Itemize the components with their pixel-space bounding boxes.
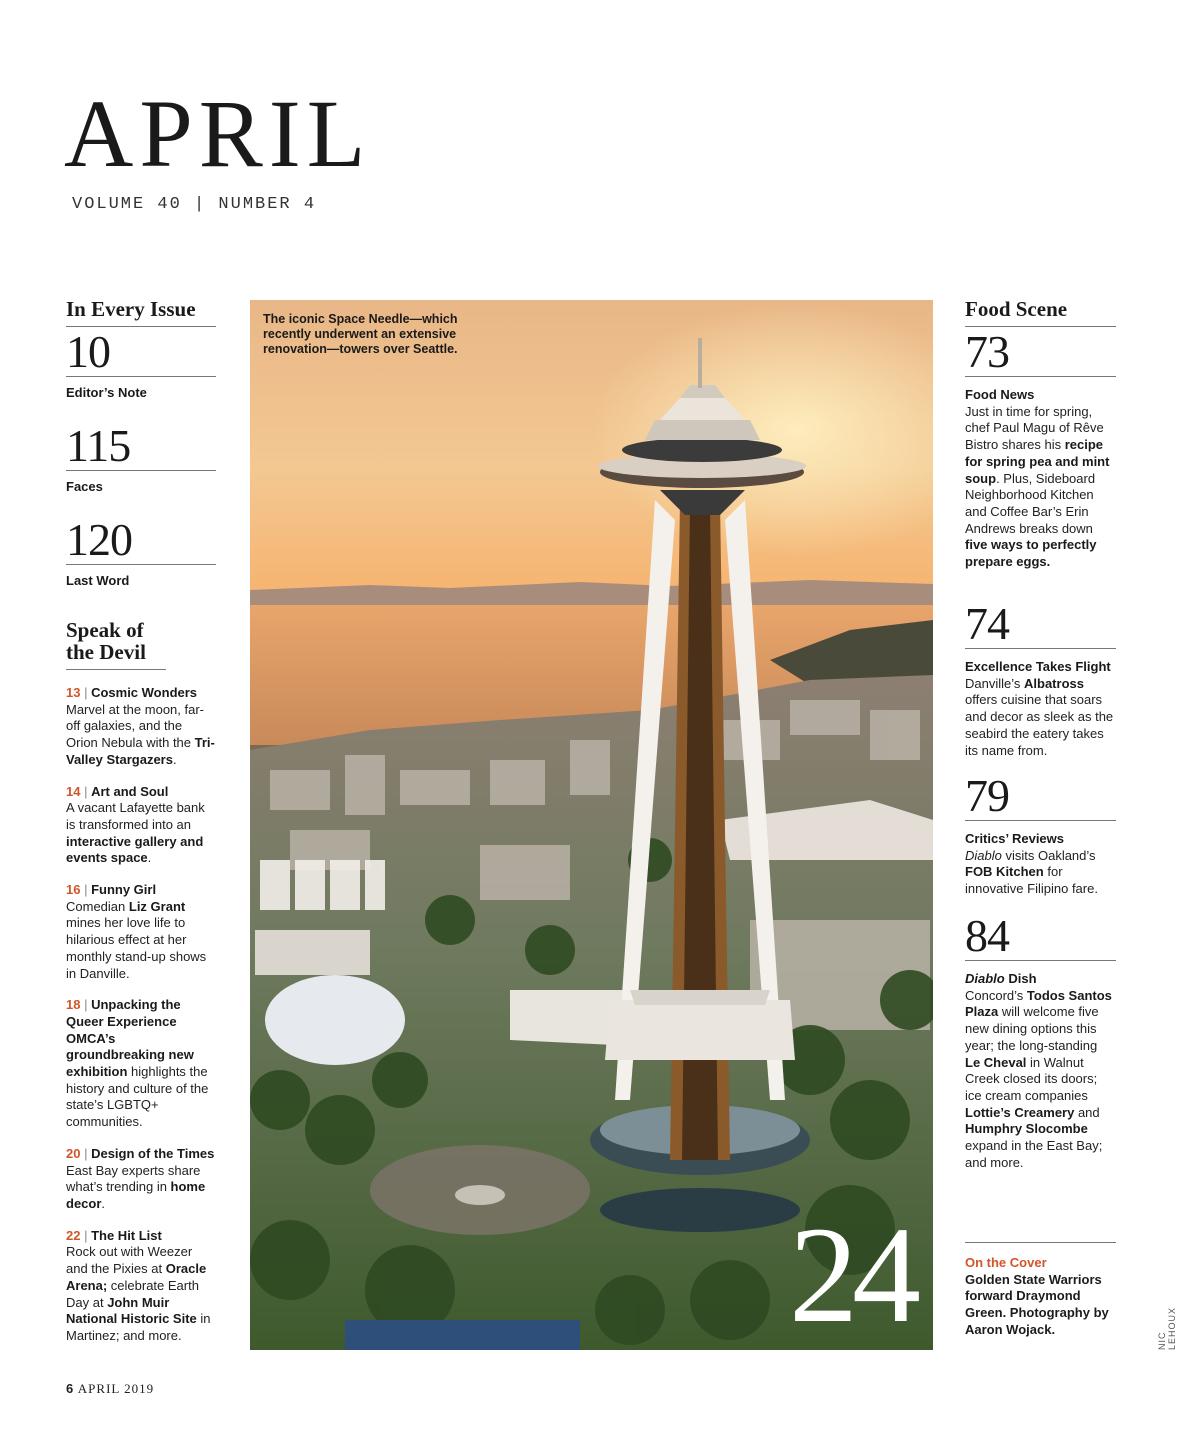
footer-issue: APRIL 2019 — [77, 1381, 155, 1396]
food-item-page: 79 — [965, 771, 1116, 821]
food-item-text: will welcome five new dining options this year; the long-standing — [965, 1004, 1099, 1053]
food-item-highlight: recipe for spring pea and mint soup — [965, 437, 1110, 486]
food-item-page: 73 — [965, 327, 1116, 377]
entry-tail: highlights the history and culture of the state’s LGBTQ+ communities. — [66, 1064, 209, 1130]
food-scene-title: Food Scene — [965, 298, 1116, 327]
cover-label: On the Cover — [965, 1255, 1047, 1270]
food-item-highlight: five ways to perfectly prepare eggs. — [965, 537, 1097, 570]
food-item[interactable] — [965, 599, 1116, 771]
food-item-page: 84 — [965, 911, 1116, 961]
food-item[interactable] — [965, 771, 1116, 911]
entry-title: Funny Girl — [91, 882, 157, 898]
devil-entry[interactable]: 13 | Cosmic Wonders Marvel at the moon, far-off galaxies, and the Orion Nebula with the Tri-Valley Stargazers. — [66, 685, 215, 767]
entry-title: Unpacking the Queer Experience — [66, 997, 181, 1029]
food-item-page: 74 — [965, 599, 1116, 649]
entry-title: Art and Soul — [91, 783, 169, 799]
photo-caption: The iconic Space Needle—which recently underwent an extensive renovation—towers over Seattle. — [263, 312, 458, 356]
food-item-text: and — [1074, 1104, 1100, 1120]
entry-page: 22 — [66, 1227, 81, 1243]
entry-body: Rock out with Weezer and the Pixies at — [66, 1244, 193, 1277]
devil-entry[interactable]: 14 | Art and Soul A vacant Lafayette bank is transformed into an interactive gallery and events space. — [66, 783, 205, 866]
on-the-cover — [965, 1242, 1116, 1339]
devil-entry[interactable]: 18 | Unpacking the Queer Experience OMCA’s groundbreaking new exhibition highlights the history and culture of the state’s LGBTQ+ communities. — [66, 997, 209, 1130]
entry-title: The Hit List — [91, 1227, 162, 1243]
food-item-highlight: FOB Kitchen — [965, 864, 1044, 880]
issue-item-label: Editor’s Note — [66, 385, 147, 400]
feature-page-number[interactable]: 24 — [789, 1198, 915, 1350]
issue-item-label: Last Word — [66, 573, 130, 588]
food-item-italic: Diablo — [965, 847, 1002, 863]
food-item-title: Excellence Takes Flight — [965, 659, 1111, 674]
page-number: 6 — [66, 1381, 75, 1396]
food-item-text: Concord’s — [965, 987, 1027, 1003]
left-column — [66, 298, 216, 1345]
food-item-highlight: Le Cheval — [965, 1054, 1027, 1070]
entry-highlight: Liz Grant — [128, 898, 186, 914]
food-item-text: expand in the East Bay; and more. — [965, 1138, 1103, 1170]
devil-entry[interactable]: 22 | The Hit List Rock out with Weezer and the Pixies at Oracle Arena; celebrate Earth Day at John Muir National Historic Site in Martinez; and more. — [66, 1227, 211, 1343]
cover-text: Golden State Warriors forward Draymond Green. Photography by Aaron Wojack. — [965, 1271, 1109, 1337]
entry-tail: . — [147, 850, 152, 866]
entry-page: 14 — [66, 783, 81, 799]
food-item-text: in Walnut Creek closed its doors; ice cream companies — [965, 1054, 1098, 1103]
entry-highlight: Oracle Arena; — [66, 1261, 207, 1293]
entry-highlight: Tri-Valley Stargazers — [66, 735, 215, 767]
food-item-text: offers cuisine that soars and decor as sleek as the seabird the eatery takes its name from. — [965, 692, 1114, 758]
entry-highlight: interactive gallery and events space — [66, 833, 204, 866]
food-item-highlight: Albatross — [1024, 675, 1084, 691]
issue-item[interactable] — [66, 421, 216, 515]
entry-tail: . — [172, 751, 177, 767]
entry-highlight: OMCA’s groundbreaking new exhibition — [66, 1030, 194, 1080]
food-item-title: Dish — [1004, 971, 1037, 986]
issue-item-page: 120 — [66, 515, 216, 565]
entry-highlight: John Muir National Historic Site — [66, 1294, 197, 1327]
devil-entry[interactable]: 16 | Funny Girl Comedian Liz Grant mines her love life to hilarious effect at her monthly stand-up shows in Danville. — [66, 882, 207, 981]
issue-item-label: Faces — [66, 479, 103, 494]
page-footer — [66, 1381, 154, 1397]
entry-tail: celebrate Earth Day at — [66, 1277, 199, 1310]
entry-tail: in Martinez; and more. — [66, 1311, 211, 1343]
entry-tail: . — [101, 1195, 106, 1211]
entry-tail: mines her love life to hilarious effect at her monthly stand-up shows in Danville. — [66, 915, 207, 981]
entry-body: East Bay experts share what’s trending in — [66, 1162, 201, 1195]
issue-month: APRIL — [64, 80, 372, 187]
feature-photo[interactable] — [250, 300, 933, 1350]
food-item-title: Critics’ Reviews — [965, 831, 1064, 846]
space-needle-illustration — [250, 300, 933, 1350]
entry-body: A vacant Lafayette bank is transformed into an — [66, 800, 205, 832]
issue-item[interactable] — [66, 515, 216, 609]
food-item-highlight: Humphry Slocombe — [965, 1121, 1088, 1137]
entry-body: Comedian — [66, 898, 129, 914]
issue-item[interactable] — [66, 327, 216, 421]
food-item-highlight: Todos Santos Plaza — [965, 987, 1112, 1020]
right-column — [965, 298, 1116, 1171]
speak-of-the-devil-title: Speak of the Devil — [66, 619, 166, 670]
food-item-text: for innovative Filipino fare. — [965, 864, 1098, 897]
food-item[interactable] — [965, 327, 1116, 599]
food-item-title: Food News — [965, 387, 1035, 402]
entry-title: Cosmic Wonders — [91, 685, 198, 700]
in-every-issue-title: In Every Issue — [66, 298, 216, 327]
food-item-text: visits Oakland’s — [1001, 847, 1096, 863]
entry-body: Marvel at the moon, far-off galaxies, and the Orion Nebula with the — [66, 701, 204, 751]
food-item-text: . Plus, Sideboard Neighborhood Kitchen and Coffee Bar’s Erin Andrews breaks down — [965, 470, 1096, 536]
photo-credit: NIC LEHOUX — [1157, 1306, 1177, 1350]
devil-entry[interactable]: 20 | Design of the Times East Bay experts share what’s trending in home decor. — [66, 1145, 215, 1211]
entry-highlight: home decor — [66, 1179, 206, 1211]
volume-number: VOLUME 40 | NUMBER 4 — [72, 195, 317, 214]
issue-item-page: 10 — [66, 327, 216, 377]
food-item-title-italic: Diablo — [965, 971, 1005, 986]
food-item-text: Just in time for spring, chef Paul Magu of Rêve Bistro shares his — [965, 403, 1104, 453]
speak-of-the-devil-section — [66, 619, 216, 1345]
food-item-text: Danville’s — [965, 675, 1025, 691]
entry-page: 13 — [66, 685, 81, 700]
food-item-highlight: Lottie’s Creamery — [965, 1104, 1075, 1120]
issue-item-page: 115 — [66, 421, 216, 471]
entry-page: 18 — [66, 997, 81, 1013]
entry-title: Design of the Times — [91, 1145, 215, 1161]
entry-page: 20 — [66, 1145, 81, 1161]
entry-page: 16 — [66, 882, 81, 898]
food-item[interactable] — [965, 911, 1116, 1171]
